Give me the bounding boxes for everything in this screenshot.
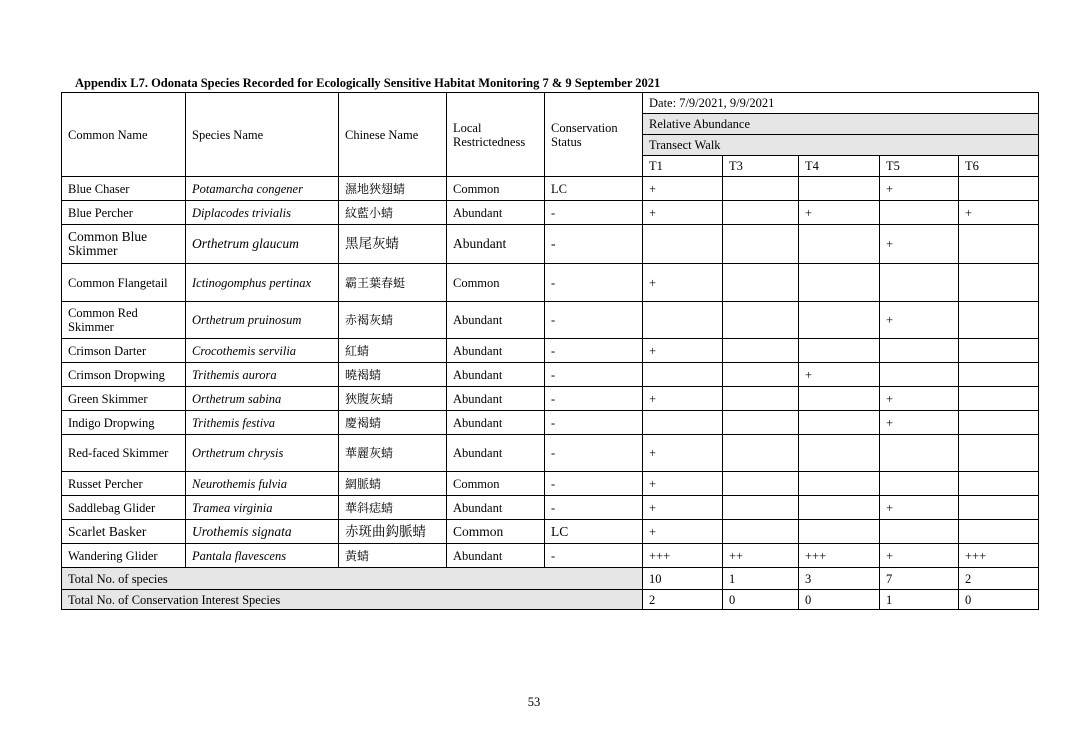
- abundance-cell: [723, 411, 799, 435]
- local-restrictedness-cell: Abundant: [447, 302, 545, 339]
- chinese-name-cell: 濕地狹翅蜻: [339, 177, 447, 201]
- chinese-name-cell: 赤斑曲鈎脈蜻: [339, 520, 447, 544]
- total-species-cell: 3: [799, 568, 880, 590]
- abundance-cell: [799, 339, 880, 363]
- chinese-name-cell: 曉褐蜻: [339, 363, 447, 387]
- abundance-cell: +: [643, 496, 723, 520]
- abundance-cell: [959, 496, 1039, 520]
- chinese-name-cell: 慶褐蜻: [339, 411, 447, 435]
- total-conservation-cell: 0: [799, 590, 880, 610]
- abundance-cell: [643, 225, 723, 264]
- common-name-cell: Crimson Dropwing: [62, 363, 186, 387]
- species-name-cell: Tramea virginia: [186, 496, 339, 520]
- conservation-status-cell: LC: [545, 177, 643, 201]
- header-transect: T4: [799, 156, 880, 177]
- species-name-cell: Potamarcha congener: [186, 177, 339, 201]
- total-species-label: Total No. of species: [62, 568, 643, 590]
- conservation-status-cell: LC: [545, 520, 643, 544]
- common-name-cell: Wandering Glider: [62, 544, 186, 568]
- total-conservation-cell: 0: [723, 590, 799, 610]
- species-name-cell: Orthetrum chrysis: [186, 435, 339, 472]
- abundance-cell: ++: [723, 544, 799, 568]
- abundance-cell: [723, 225, 799, 264]
- abundance-cell: [723, 201, 799, 225]
- common-name-cell: Common Flangetail: [62, 264, 186, 302]
- header-transect: T3: [723, 156, 799, 177]
- abundance-cell: +: [643, 264, 723, 302]
- total-species-row: [62, 568, 1039, 590]
- species-row: [62, 363, 1039, 387]
- header-transect: T5: [880, 156, 959, 177]
- common-name-cell: Saddlebag Glider: [62, 496, 186, 520]
- local-restrictedness-cell: Abundant: [447, 387, 545, 411]
- local-restrictedness-cell: Abundant: [447, 225, 545, 264]
- local-restrictedness-cell: Common: [447, 472, 545, 496]
- abundance-cell: +: [799, 201, 880, 225]
- total-species-cell: 7: [880, 568, 959, 590]
- abundance-cell: [643, 302, 723, 339]
- total-species-cell: 10: [643, 568, 723, 590]
- odonata-species-table: [61, 92, 1039, 610]
- abundance-cell: [723, 302, 799, 339]
- abundance-cell: +: [643, 472, 723, 496]
- conservation-status-cell: -: [545, 496, 643, 520]
- conservation-status-cell: -: [545, 387, 643, 411]
- abundance-cell: [723, 387, 799, 411]
- species-row: [62, 264, 1039, 302]
- abundance-cell: +++: [643, 544, 723, 568]
- common-name-cell: Blue Chaser: [62, 177, 186, 201]
- conservation-status-cell: -: [545, 264, 643, 302]
- abundance-cell: +: [880, 387, 959, 411]
- chinese-name-cell: 華麗灰蜻: [339, 435, 447, 472]
- local-restrictedness-cell: Abundant: [447, 411, 545, 435]
- local-restrictedness-cell: Common: [447, 264, 545, 302]
- local-restrictedness-cell: Abundant: [447, 201, 545, 225]
- table-caption: Appendix L7. Odonata Species Recorded for Ecologically Sensitive Habitat Monitoring 7 & 9 September 2021: [75, 76, 661, 90]
- chinese-name-cell: 華斜痣蜻: [339, 496, 447, 520]
- chinese-name-cell: 網脈蜻: [339, 472, 447, 496]
- total-conservation-row: [62, 590, 1039, 610]
- total-conservation-cell: 2: [643, 590, 723, 610]
- conservation-status-cell: -: [545, 339, 643, 363]
- species-name-cell: Orthetrum pruinosum: [186, 302, 339, 339]
- species-row: [62, 411, 1039, 435]
- species-name-cell: Pantala flavescens: [186, 544, 339, 568]
- abundance-cell: [799, 302, 880, 339]
- abundance-cell: [723, 472, 799, 496]
- abundance-cell: [723, 520, 799, 544]
- common-name-cell: Common Blue Skimmer: [62, 225, 186, 264]
- abundance-cell: [723, 496, 799, 520]
- species-name-cell: Trithemis aurora: [186, 363, 339, 387]
- chinese-name-cell: 赤褐灰蜻: [339, 302, 447, 339]
- abundance-cell: +: [880, 544, 959, 568]
- species-row: [62, 177, 1039, 201]
- species-row: [62, 387, 1039, 411]
- chinese-name-cell: 黑尾灰蜻: [339, 225, 447, 264]
- local-restrictedness-cell: Abundant: [447, 544, 545, 568]
- header-transect-walk: Transect Walk: [643, 135, 1039, 156]
- abundance-cell: [723, 339, 799, 363]
- abundance-cell: [799, 435, 880, 472]
- abundance-cell: [959, 411, 1039, 435]
- chinese-name-cell: 黃蜻: [339, 544, 447, 568]
- conservation-status-cell: -: [545, 411, 643, 435]
- abundance-cell: +: [880, 302, 959, 339]
- conservation-status-cell: -: [545, 472, 643, 496]
- abundance-cell: +: [880, 496, 959, 520]
- conservation-status-cell: -: [545, 302, 643, 339]
- abundance-cell: [723, 363, 799, 387]
- local-restrictedness-cell: Abundant: [447, 496, 545, 520]
- species-name-cell: Diplacodes trivialis: [186, 201, 339, 225]
- abundance-cell: [723, 435, 799, 472]
- species-name-cell: Orthetrum glaucum: [186, 225, 339, 264]
- abundance-cell: [643, 411, 723, 435]
- header-conservation-status: Conservation Status: [545, 93, 643, 177]
- species-row: [62, 201, 1039, 225]
- abundance-cell: [959, 225, 1039, 264]
- header-species-name: Species Name: [186, 93, 339, 177]
- local-restrictedness-cell: Abundant: [447, 339, 545, 363]
- species-name-cell: Ictinogomphus pertinax: [186, 264, 339, 302]
- species-row: [62, 225, 1039, 264]
- common-name-cell: Red-faced Skimmer: [62, 435, 186, 472]
- conservation-status-cell: -: [545, 363, 643, 387]
- header-common-name: Common Name: [62, 93, 186, 177]
- conservation-status-cell: -: [545, 225, 643, 264]
- species-row: [62, 435, 1039, 472]
- abundance-cell: [723, 177, 799, 201]
- common-name-cell: Blue Percher: [62, 201, 186, 225]
- species-row: [62, 302, 1039, 339]
- abundance-cell: [723, 264, 799, 302]
- chinese-name-cell: 紋藍小蜻: [339, 201, 447, 225]
- header-relative-abundance: Relative Abundance: [643, 114, 1039, 135]
- abundance-cell: +: [799, 363, 880, 387]
- abundance-cell: +: [643, 520, 723, 544]
- species-row: [62, 544, 1039, 568]
- species-name-cell: Crocothemis servilia: [186, 339, 339, 363]
- chinese-name-cell: 狹腹灰蜻: [339, 387, 447, 411]
- chinese-name-cell: 霸王葉春蜓: [339, 264, 447, 302]
- species-row: [62, 472, 1039, 496]
- conservation-status-cell: -: [545, 201, 643, 225]
- abundance-cell: +: [643, 177, 723, 201]
- local-restrictedness-cell: Common: [447, 520, 545, 544]
- abundance-cell: [880, 339, 959, 363]
- abundance-cell: [959, 339, 1039, 363]
- abundance-cell: [799, 411, 880, 435]
- abundance-cell: [799, 387, 880, 411]
- header-transect: T6: [959, 156, 1039, 177]
- abundance-cell: [799, 177, 880, 201]
- abundance-cell: [880, 363, 959, 387]
- abundance-cell: [880, 264, 959, 302]
- species-row: [62, 496, 1039, 520]
- header-date: Date: 7/9/2021, 9/9/2021: [643, 93, 1039, 114]
- page-number: 53: [527, 695, 541, 709]
- abundance-cell: [959, 363, 1039, 387]
- header-transect: T1: [643, 156, 723, 177]
- total-conservation-cell: 1: [880, 590, 959, 610]
- conservation-status-cell: -: [545, 544, 643, 568]
- abundance-cell: [959, 264, 1039, 302]
- chinese-name-cell: 紅蜻: [339, 339, 447, 363]
- species-name-cell: Trithemis festiva: [186, 411, 339, 435]
- species-row: [62, 339, 1039, 363]
- abundance-cell: [799, 264, 880, 302]
- abundance-cell: [959, 302, 1039, 339]
- abundance-cell: [799, 225, 880, 264]
- local-restrictedness-cell: Common: [447, 177, 545, 201]
- abundance-cell: +: [880, 177, 959, 201]
- common-name-cell: Green Skimmer: [62, 387, 186, 411]
- abundance-cell: [880, 472, 959, 496]
- common-name-cell: Indigo Dropwing: [62, 411, 186, 435]
- abundance-cell: [959, 520, 1039, 544]
- header-chinese-name: Chinese Name: [339, 93, 447, 177]
- abundance-cell: +: [880, 225, 959, 264]
- local-restrictedness-cell: Abundant: [447, 363, 545, 387]
- header-local-restrictedness: Local Restrictedness: [447, 93, 545, 177]
- total-conservation-label: Total No. of Conservation Interest Species: [62, 590, 643, 610]
- abundance-cell: +++: [799, 544, 880, 568]
- abundance-cell: +: [643, 339, 723, 363]
- abundance-cell: +: [643, 201, 723, 225]
- total-species-cell: 1: [723, 568, 799, 590]
- abundance-cell: [959, 177, 1039, 201]
- species-name-cell: Orthetrum sabina: [186, 387, 339, 411]
- abundance-cell: [880, 520, 959, 544]
- common-name-cell: Scarlet Basker: [62, 520, 186, 544]
- abundance-cell: [799, 496, 880, 520]
- abundance-cell: +: [643, 435, 723, 472]
- abundance-cell: +: [643, 387, 723, 411]
- species-row: [62, 520, 1039, 544]
- abundance-cell: +: [959, 201, 1039, 225]
- abundance-cell: [959, 387, 1039, 411]
- common-name-cell: Common Red Skimmer: [62, 302, 186, 339]
- conservation-status-cell: -: [545, 435, 643, 472]
- abundance-cell: +++: [959, 544, 1039, 568]
- common-name-cell: Russet Percher: [62, 472, 186, 496]
- total-species-cell: 2: [959, 568, 1039, 590]
- abundance-cell: [880, 435, 959, 472]
- abundance-cell: [643, 363, 723, 387]
- common-name-cell: Crimson Darter: [62, 339, 186, 363]
- species-name-cell: Urothemis signata: [186, 520, 339, 544]
- abundance-cell: [880, 201, 959, 225]
- species-name-cell: Neurothemis fulvia: [186, 472, 339, 496]
- abundance-cell: [799, 472, 880, 496]
- abundance-cell: [799, 520, 880, 544]
- local-restrictedness-cell: Abundant: [447, 435, 545, 472]
- total-conservation-cell: 0: [959, 590, 1039, 610]
- abundance-cell: [959, 472, 1039, 496]
- abundance-cell: [959, 435, 1039, 472]
- abundance-cell: +: [880, 411, 959, 435]
